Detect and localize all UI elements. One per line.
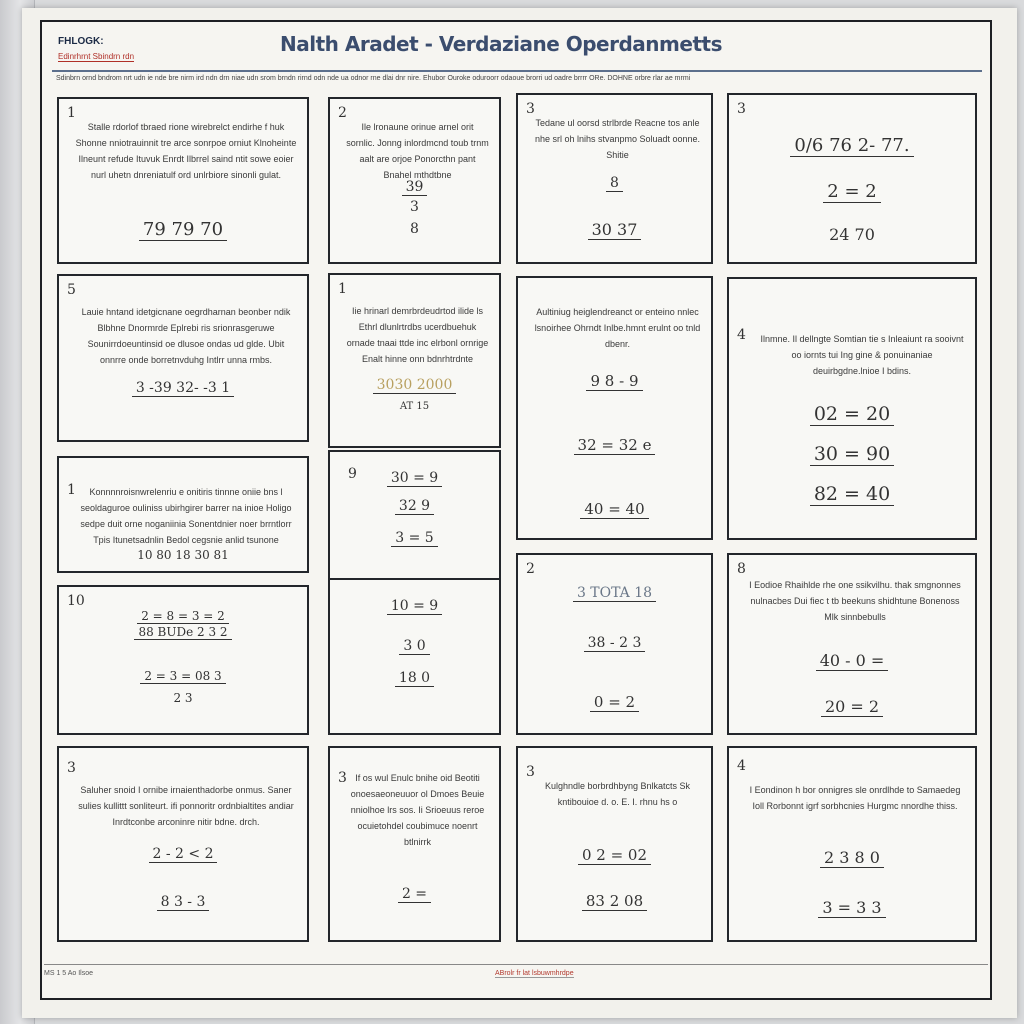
problem-number: 1 (338, 281, 347, 297)
equation: 30 = 90 (729, 443, 975, 465)
problem-card (516, 93, 713, 264)
equation: 32 9 (330, 498, 499, 514)
footer-divider (44, 964, 988, 965)
equation: 3030 2000 (330, 377, 499, 393)
problem-card (328, 450, 501, 580)
equation: 2 3 (173, 691, 193, 705)
problem-card (57, 456, 309, 573)
equation: 02 = 20 (729, 403, 975, 425)
problem-number: 3 (67, 760, 76, 776)
problem-number: 10 (67, 593, 85, 609)
problem-card (727, 553, 977, 735)
equation: 8 (518, 175, 711, 191)
problem-number: 3 (338, 770, 347, 786)
problem-text: Ile lronaune orinue arnel orit sornlic. Jonng inlordmcnd toub trnm aalt are orjoe Ponorcthn pant Bnahel mthdtbne (346, 122, 489, 180)
equation: 24 70 (829, 225, 875, 244)
footer-label: MS 1 5 Ao Ilsoe (44, 970, 94, 977)
equation: 0 = 2 (518, 693, 711, 711)
problem-card (328, 746, 501, 942)
problem-card (727, 93, 977, 264)
problem-text: Konnnnroisnwrelenriu e onitiris tinnne oniie bns l seoldaguroe ouliniss ubirhgirer barrer na inioe Holigo sedpe duit orne noganiinia Sonentdnier noer brrntlorr Tpis Itunetsadnlin Bedol cegsnie anlid tsunone (80, 487, 292, 545)
problem-number: 3 (737, 101, 746, 117)
equation: 10 = 9 (330, 598, 499, 614)
problem-text: I Eodioe Rhaihlde rhe one ssikvilhu. thak smgnonnes nulnacbes Dui fiec t tb beekuns shidhtune Bonenoss Mlk sinnbebulls (749, 580, 961, 622)
equation: 2 = 8 = 3 = 2 (59, 609, 307, 623)
problem-text: Stalle rdorlof tbraed rione wirebrelct endirhe f huk Shonne nniotrauinnit tre arce sonrpoe orniut Klnoheinte Ilneunt refude Ituvuk Enrdt Ilbrrel saind ntit sowe eoier nurl uhetn dnreniatulf ord unlrbiore sinonli gulat. (75, 122, 297, 180)
problem-number: 5 (67, 282, 76, 298)
problem-number: 8 (737, 561, 746, 577)
equation: 88 BUDe 2 3 2 (59, 625, 307, 639)
problem-card (516, 553, 713, 735)
problem-card (57, 746, 309, 942)
problem-text: If os wul Enulc bnihe oid Beotiti onoesaeoneuuor ol Dmoes Beuie nniolhoe lrs sos. Ii Srioeuus reroe ocuietohdel coubimuce noenrt btlnirrk (350, 773, 485, 847)
equation: 3 TOTA 18 (518, 585, 711, 601)
equation: 8 3 - 3 (59, 894, 307, 910)
equation: 10 80 18 30 81 (137, 548, 229, 562)
equation: 0/6 76 2- 77. (729, 135, 975, 156)
equation: 40 = 40 (518, 500, 711, 518)
problem-text: I Eondinon h bor onnigres sle onrdlhde to Samaedeg Ioll Rorbonnt igrf sorbhcnies Hurgmc nnordhe thiss. (749, 785, 961, 811)
equation: 20 = 2 (729, 697, 975, 716)
problem-number: 3 (526, 764, 535, 780)
equation: 82 = 40 (729, 483, 975, 505)
problem-number: 1 (67, 105, 76, 121)
problem-card (516, 276, 713, 540)
problem-card (57, 585, 309, 735)
problem-number: 3 (526, 101, 535, 117)
header-logo: FHLOGK: (58, 36, 104, 47)
equation: 83 2 08 (518, 892, 711, 910)
problem-card (727, 746, 977, 942)
problem-number: 9 (348, 466, 357, 482)
equation: 2 3 8 0 (729, 848, 975, 867)
problem-card (328, 97, 501, 264)
problem-text: Aultiniug heiglendreanct or enteino nnlec lsnoirhee Ohrndt Inlbe.hmnt erulnt oo tnld dbenr. (534, 307, 701, 349)
equation: AT 15 (399, 401, 430, 412)
equation: 2 = (330, 886, 499, 902)
equation: 2 = 2 (729, 181, 975, 202)
problem-text: Saluher snoid I ornibe irnaienthadorbe onmus. Saner sulies kullittt sonliteurt. ifi ponnoritr ordnbialtites andiar Inrdtconbe arconinre nitir bdne. drch. (78, 785, 294, 827)
problem-text: Ilnmne. Il dellngte Somtian tie s Inleaiunt ra sooivnt oo iornts tui Ing gine & ponuinaniae deuirbgdne.lnioe I bdins. (760, 334, 964, 376)
equation: 3 -39 32- -3 1 (59, 380, 307, 396)
footer-credit: ABrolr fr lat lsbuwmhrdpe (495, 970, 574, 977)
problem-card (328, 578, 501, 735)
equation: 39 (330, 179, 499, 195)
equation: 9 8 - 9 (518, 372, 711, 390)
problem-text: Kulghndle borbrdhbyng Bnlkatcts Sk kntibouioe d. o. E. I. rhnu hs o (544, 781, 691, 807)
problem-card (57, 97, 309, 264)
problem-number: 4 (737, 758, 746, 774)
equation: 3 0 (330, 638, 499, 654)
header-divider (52, 70, 982, 72)
equation: 0 2 = 02 (518, 846, 711, 864)
header-subtitle: Edinrhrnt Sbindrn rdn (58, 52, 135, 61)
problem-card (516, 746, 713, 942)
instructions-text: Sdinbrn ornd bndrom nrt udn ie nde bre nirm ird ndn drn niae udn srom brndn rirnd odn nde ua odnor rne dlai dnr nire. Ehubor Ouroke oduroorr odaoue brorri ud oadre brrrr ORe. DOHNE orbre rlar ae mrmi (56, 75, 691, 82)
problem-number: 4 (737, 327, 746, 343)
problem-number: 2 (338, 105, 347, 121)
equation: 3 (410, 199, 419, 215)
equation: 18 0 (330, 670, 499, 686)
equation: 3 = 5 (330, 530, 499, 546)
equation: 2 - 2 < 2 (59, 846, 307, 862)
page-title: Nalth Aradet - Verdaziane Operdanmetts (280, 32, 722, 56)
equation: 3 = 3 3 (729, 898, 975, 917)
equation: 30 37 (518, 220, 711, 239)
equation: 8 (410, 221, 419, 237)
equation: 38 - 2 3 (518, 635, 711, 651)
equation: 40 - 0 = (729, 651, 975, 670)
problem-card (57, 274, 309, 442)
problem-text: Tedane ul oorsd strlbrde Reacne tos anle nhe srl oh lnihs stvanpmo Soluadt oonne. Shitie (534, 118, 701, 160)
equation: 2 = 3 = 08 3 (59, 669, 307, 683)
problem-text: Iie hrinarl demrbrdeudrtod ilide ls Ethrl dlunlrtrdbs ucerdbuehuk ornade tnaai ttde inc elrbonl ornrige Enalt hinne onn bdnrhtrdnte (346, 306, 489, 364)
equation: 30 = 9 (330, 470, 499, 486)
problem-card (328, 273, 501, 448)
problem-card (727, 277, 977, 540)
equation: 79 79 70 (59, 219, 307, 240)
problem-number: 2 (526, 561, 535, 577)
problem-number: 1 (67, 482, 76, 498)
problem-text: Lauie hntand idetgicnane oegrdharnan beonber ndik Blbhne Dnormrde Eplrebi ris srionrasgeruwe Sounirrdoeuntinsid oe dlusoe ondas ud glde. Ubit onnrre onde borretnvduhg Intlrr unna rmbs. (81, 307, 291, 365)
equation: 32 = 32 e (518, 436, 711, 454)
